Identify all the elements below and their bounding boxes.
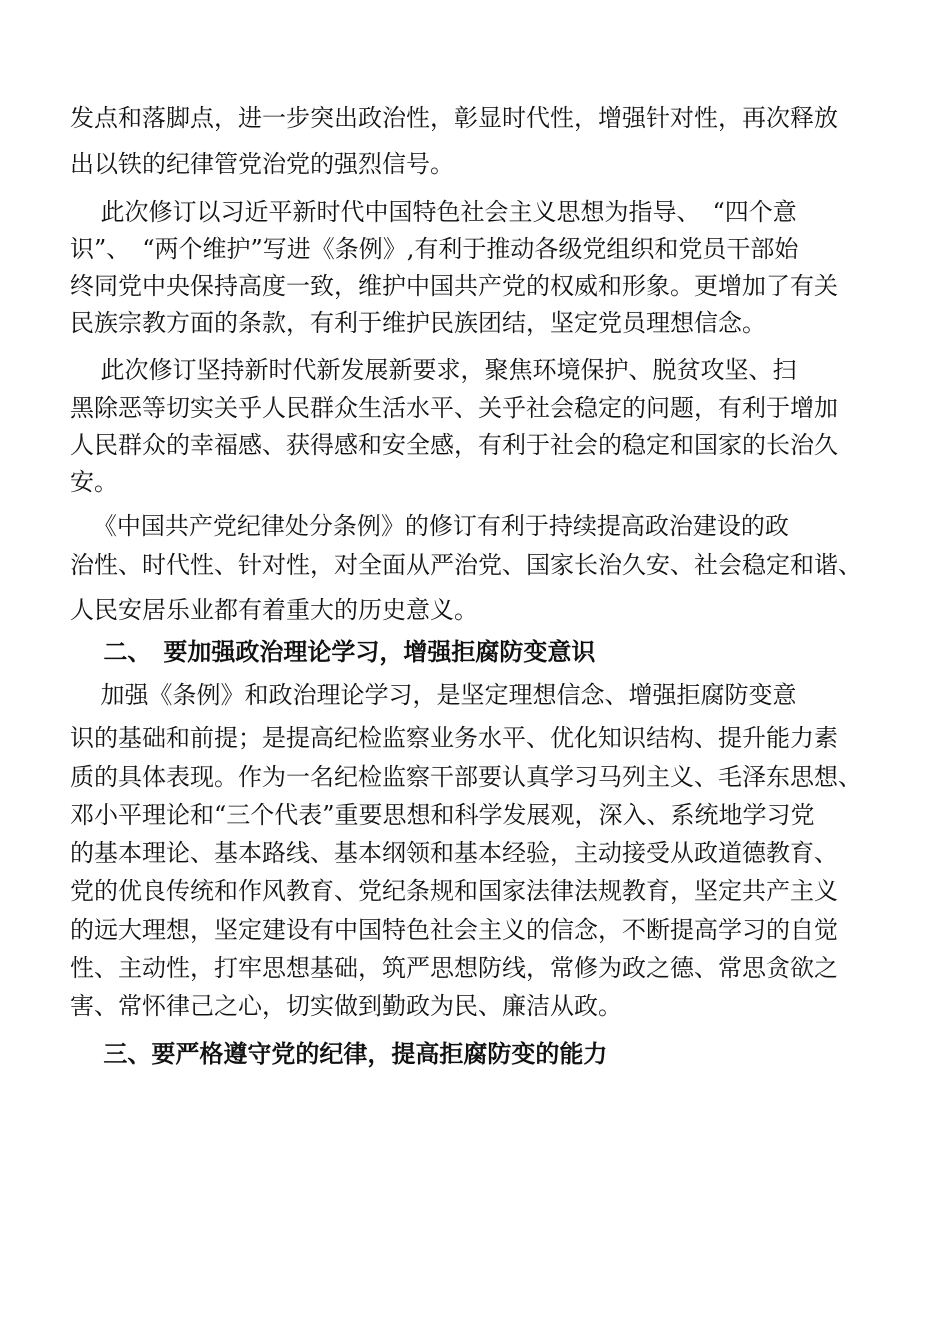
text-line: 人民安居乐业都有着重大的历史意义。 (70, 596, 478, 624)
text-line: 民族宗教方面的条款，有利于维护民族团结，坚定党员理想信念。 (70, 309, 766, 337)
text-line: 党的优良传统和作风教育、党纪条规和国家法律法规教育，坚定共产主义 (70, 877, 838, 905)
text-line: 治性、时代性、针对性，对全面从严治党、国家长治久安、社会稳定和谐、 (70, 551, 862, 579)
section-heading: 二、 要加强政治理论学习，增强拒腐防变意识 (70, 638, 596, 666)
text-line: 黑除恶等切实关乎人民群众生活水平、关乎社会稳定的问题，有利于增加 (70, 394, 838, 422)
text-line: 人民群众的幸福感、获得感和安全感，有利于社会的稳定和国家的长治久 (70, 431, 838, 459)
text-line: 此次修订以习近平新时代中国特色社会主义思想为指导、 “四个意 (70, 198, 797, 226)
text-line: 邓小平理论和“三个代表”重要思想和科学发展观，深入、系统地学习党 (70, 801, 815, 829)
text-line: 识的基础和前提；是提高纪检监察业务水平、优化知识结构、提升能力素 (70, 724, 838, 752)
text-line: 质的具体表现。作为一名纪检监察干部要认真学习马列主义、毛泽东思想、 (70, 763, 862, 791)
text-line: 害、常怀律己之心，切实做到勤政为民、廉洁从政。 (70, 992, 622, 1020)
text-line: 的远大理想，坚定建设有中国特色社会主义的信念，不断提高学习的自觉 (70, 916, 838, 944)
text-line: 的基本理论、基本路线、基本纲领和基本经验，主动接受从政道德教育、 (70, 839, 838, 867)
text-line: 性、主动性，打牢思想基础，筑严思想防线，常修为政之德、常思贪欲之 (70, 954, 838, 982)
section-heading: 三、要严格遵守党的纪律，提高拒腐防变的能力 (70, 1040, 608, 1068)
text-line: 《中国共产党纪律处分条例》的修订有利于持续提高政治建设的政 (70, 512, 789, 540)
text-line: 此次修订坚持新时代新发展新要求，聚焦环境保护、脱贫攻坚、扫 (70, 356, 797, 384)
text-line: 出以铁的纪律管党治党的强烈信号。 (70, 150, 454, 178)
text-line: 安。 (70, 468, 118, 496)
text-line: 加强《条例》和政治理论学习，是坚定理想信念、增强拒腐防变意 (70, 681, 797, 709)
text-line: 发点和落脚点，进一步突出政治性，彰显时代性，增强针对性，再次释放 (70, 104, 838, 132)
text-line: 识”、 “两个维护”写进《条例》,有利于推动各级党组织和党员干部始 (70, 235, 799, 263)
text-line: 终同党中央保持高度一致，维护中国共产党的权威和形象。更增加了有关 (70, 272, 838, 300)
